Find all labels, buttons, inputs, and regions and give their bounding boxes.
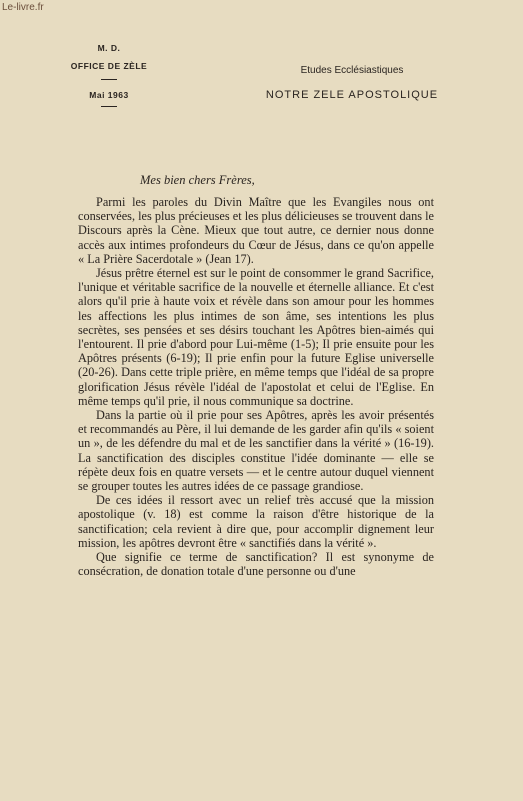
paragraph: Que signifie ce terme de sanctification? Il est synonyme de consécration, de donation totale d'une personne ou d'une (78, 550, 434, 579)
series-name: Etudes Ecclésiastiques (300, 65, 404, 76)
watermark: Le-livre.fr (2, 2, 44, 13)
body-text (78, 195, 434, 578)
divider (101, 106, 117, 107)
title-block (262, 65, 442, 101)
issuer-office: OFFICE DE ZÈLE (70, 61, 148, 71)
issue-date: Mai 1963 (89, 90, 129, 100)
paragraph: Jésus prêtre éternel est sur le point de consommer le grand Sacrifice, l'unique et véritable sacrifice de la nouvelle et éternelle alliance. Et c'est alors qu'il prie à haute voix et révèle dans son amour pour les hommes les affections les plus intimes de son âme, ses intentions les plus secrètes, ses pensées et ses désirs touchant les Apôtres bien-aimés qui l'entourent. Il prie d'abord pour Lui-même (1-5); Il prie ensuite pour les Apôtres présents (6-19); Il prie enfin pour la future Eglise universelle (20-26). Dans cette triple prière, en même temps que l'idéal de sa propre glorification Jésus révèle l'idéal de l'apostolat et celui de l'Eglise. En même temps qu'il prie, il nous communique sa doctrine. (78, 266, 434, 408)
issuer-block (62, 43, 156, 107)
paragraph: De ces idées il ressort avec un relief très accusé que la mission apostolique (v. 18) est comme la raison d'être historique de la sanctification; cela revient à dire que, pour accomplir dignement leur mission, les apôtres devront être « sanctifiés dans la vérité ». (78, 493, 434, 550)
document-title: NOTRE ZELE APOSTOLIQUE (265, 89, 439, 101)
issuer-initials: M. D. (97, 43, 121, 53)
salutation: Mes bien chers Frères, (140, 173, 255, 187)
divider (101, 79, 117, 80)
paragraph: Parmi les paroles du Divin Maître que les Evangiles nous ont conservées, les plus précieuses et les plus délicieuses se trouvent dans le Discours après la Cène. Mieux que tout autre, ce dernier nous donne accès aux intimes profondeurs du Cœur de Jésus, dans ce qu'on appelle « La Prière Sacerdotale » (Jean 17). (78, 195, 434, 266)
paragraph: Dans la partie où il prie pour ses Apôtres, après les avoir présentés et recommandés au Père, il lui demande de les garder afin qu'ils « soient un », de les défendre du mal et de les sanctifier dans la vérité » (16-19). La sanctification des disciples constitue l'idée dominante — elle se répète deux fois en quatre versets — et le centre autour duquel viennent se grouper toutes les autres idées de ce passage grandiose. (78, 408, 434, 494)
